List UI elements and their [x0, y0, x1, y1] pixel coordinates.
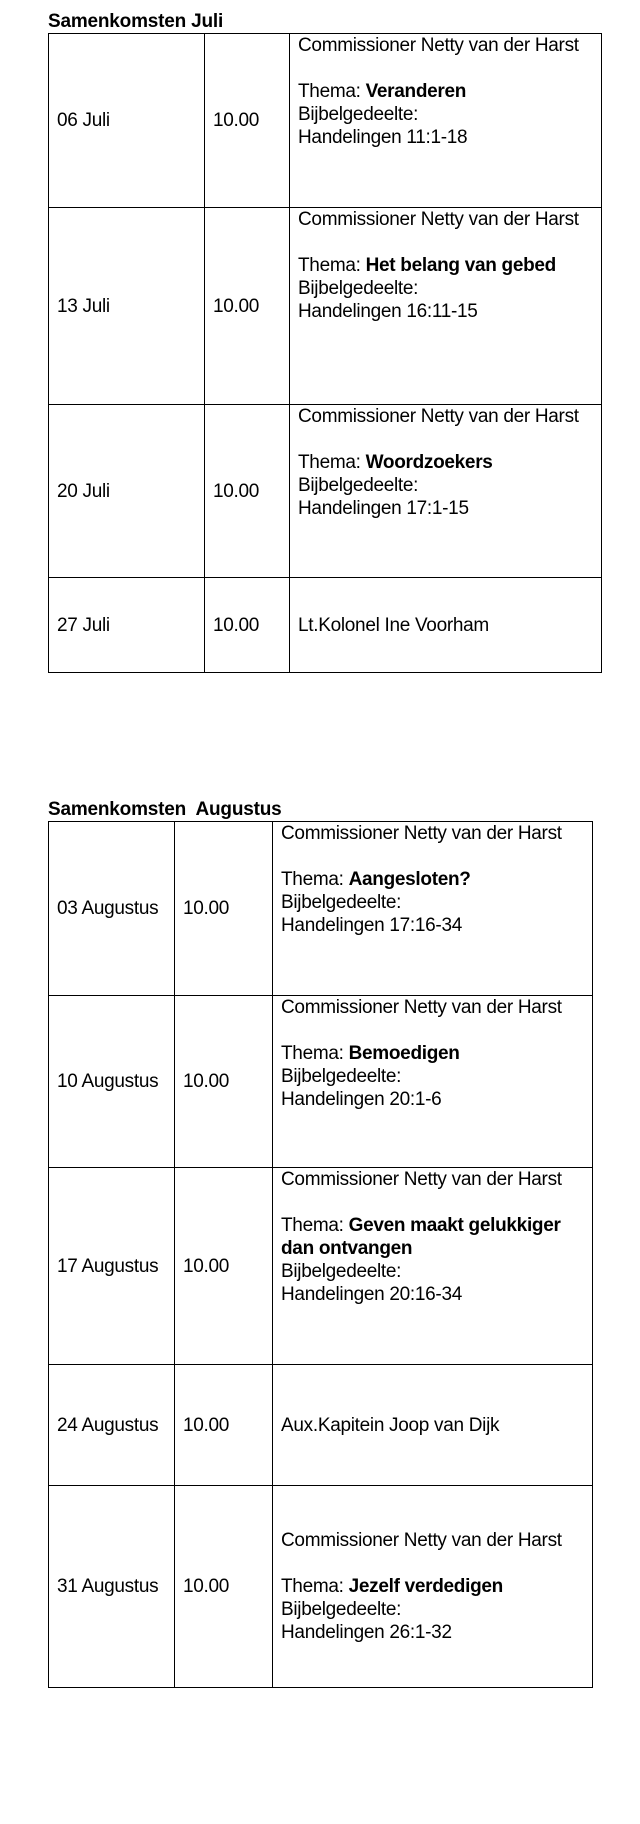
speaker: Commissioner Netty van der Harst — [298, 35, 579, 56]
bijbel-label: Bijbelgedeelte: — [281, 892, 402, 913]
juli-row-2 — [49, 208, 602, 405]
thema-label: Thema: — [298, 452, 366, 473]
augustus-row-5 — [49, 1486, 593, 1688]
thema-line — [298, 451, 593, 474]
info-cell — [273, 1365, 593, 1486]
date-cell: 10 Augustus — [49, 996, 175, 1168]
bijbel-label: Bijbelgedeelte: — [281, 1261, 402, 1282]
time-cell: 10.00 — [175, 1486, 273, 1688]
date-cell: 20 Juli — [49, 405, 205, 578]
thema-label: Thema: — [281, 1576, 349, 1597]
info-cell — [290, 405, 602, 578]
thema-title: Veranderen — [365, 81, 467, 102]
thema-line — [298, 80, 593, 103]
time-cell: 10.00 — [175, 1168, 273, 1365]
speaker: Lt.Kolonel Ine Voorham — [298, 614, 489, 636]
thema-label: Thema: — [281, 1215, 349, 1236]
thema-label: Thema: — [281, 869, 349, 890]
date-cell: 31 Augustus — [49, 1486, 175, 1688]
date-cell: 13 Juli — [49, 208, 205, 405]
thema-title: Bemoedigen — [348, 1043, 460, 1064]
thema-title: Geven maakt gelukkiger dan ontvangen — [281, 1215, 561, 1259]
time-cell: 10.00 — [205, 578, 290, 673]
bijbel-label: Bijbelgedeelte: — [298, 278, 419, 299]
date-cell: 03 Augustus — [49, 822, 175, 996]
augustus-row-3 — [49, 1168, 593, 1365]
juli-row-3 — [49, 405, 602, 578]
info-cell — [273, 822, 593, 996]
juli-row-4 — [49, 578, 602, 673]
passage: Handelingen 17:1-15 — [298, 498, 469, 519]
thema-line — [281, 1214, 584, 1260]
augustus-row-2 — [49, 996, 593, 1168]
bijbel-label: Bijbelgedeelte: — [298, 104, 419, 125]
info-cell — [290, 34, 602, 208]
juli-section — [48, 11, 602, 673]
bijbel-label: Bijbelgedeelte: — [281, 1066, 402, 1087]
thema-label: Thema: — [281, 1043, 349, 1064]
thema-label: Thema: — [298, 81, 366, 102]
time-cell: 10.00 — [205, 208, 290, 405]
augustus-section — [48, 799, 593, 1688]
date-cell: 06 Juli — [49, 34, 205, 208]
thema-title: Jezelf verdedigen — [348, 1576, 503, 1597]
time-cell: 10.00 — [175, 822, 273, 996]
date-cell: 24 Augustus — [49, 1365, 175, 1486]
date-cell: 17 Augustus — [49, 1168, 175, 1365]
info-cell — [290, 208, 602, 405]
passage: Handelingen 20:16-34 — [281, 1284, 462, 1305]
thema-label: Thema: — [298, 255, 366, 276]
passage: Handelingen 26:1-32 — [281, 1622, 452, 1643]
augustus-row-1 — [49, 822, 593, 996]
speaker: Commissioner Netty van der Harst — [298, 209, 579, 230]
augustus-row-4 — [49, 1365, 593, 1486]
date-cell: 27 Juli — [49, 578, 205, 673]
juli-row-1 — [49, 34, 602, 208]
thema-line — [281, 1575, 584, 1598]
passage: Handelingen 11:1-18 — [298, 127, 468, 148]
speaker: Commissioner Netty van der Harst — [298, 406, 579, 427]
info-cell — [273, 996, 593, 1168]
speaker: Commissioner Netty van der Harst — [281, 1530, 562, 1551]
thema-line — [298, 254, 593, 277]
thema-title: Het belang van gebed — [365, 255, 556, 276]
time-cell: 10.00 — [175, 996, 273, 1168]
thema-line — [281, 1042, 584, 1065]
passage: Handelingen 16:11-15 — [298, 301, 478, 322]
info-cell — [273, 1168, 593, 1365]
time-cell: 10.00 — [175, 1365, 273, 1486]
augustus-schedule-table — [48, 821, 593, 1688]
speaker: Commissioner Netty van der Harst — [281, 1169, 562, 1190]
speaker: Commissioner Netty van der Harst — [281, 823, 562, 844]
thema-title: Aangesloten? — [348, 869, 471, 890]
bijbel-label: Bijbelgedeelte: — [298, 475, 419, 496]
speaker: Aux.Kapitein Joop van Dijk — [281, 1414, 500, 1436]
time-cell: 10.00 — [205, 405, 290, 578]
thema-line — [281, 868, 584, 891]
thema-title: Woordzoekers — [365, 452, 493, 473]
passage: Handelingen 17:16-34 — [281, 915, 462, 936]
passage: Handelingen 20:1-6 — [281, 1089, 442, 1110]
speaker: Commissioner Netty van der Harst — [281, 997, 562, 1018]
bijbel-label: Bijbelgedeelte: — [281, 1599, 402, 1620]
augustus-heading: Samenkomsten Augustus — [48, 799, 282, 820]
time-cell: 10.00 — [205, 34, 290, 208]
juli-heading: Samenkomsten Juli — [48, 11, 224, 32]
info-cell — [273, 1486, 593, 1688]
juli-schedule-table — [48, 33, 602, 673]
info-cell — [290, 578, 602, 673]
